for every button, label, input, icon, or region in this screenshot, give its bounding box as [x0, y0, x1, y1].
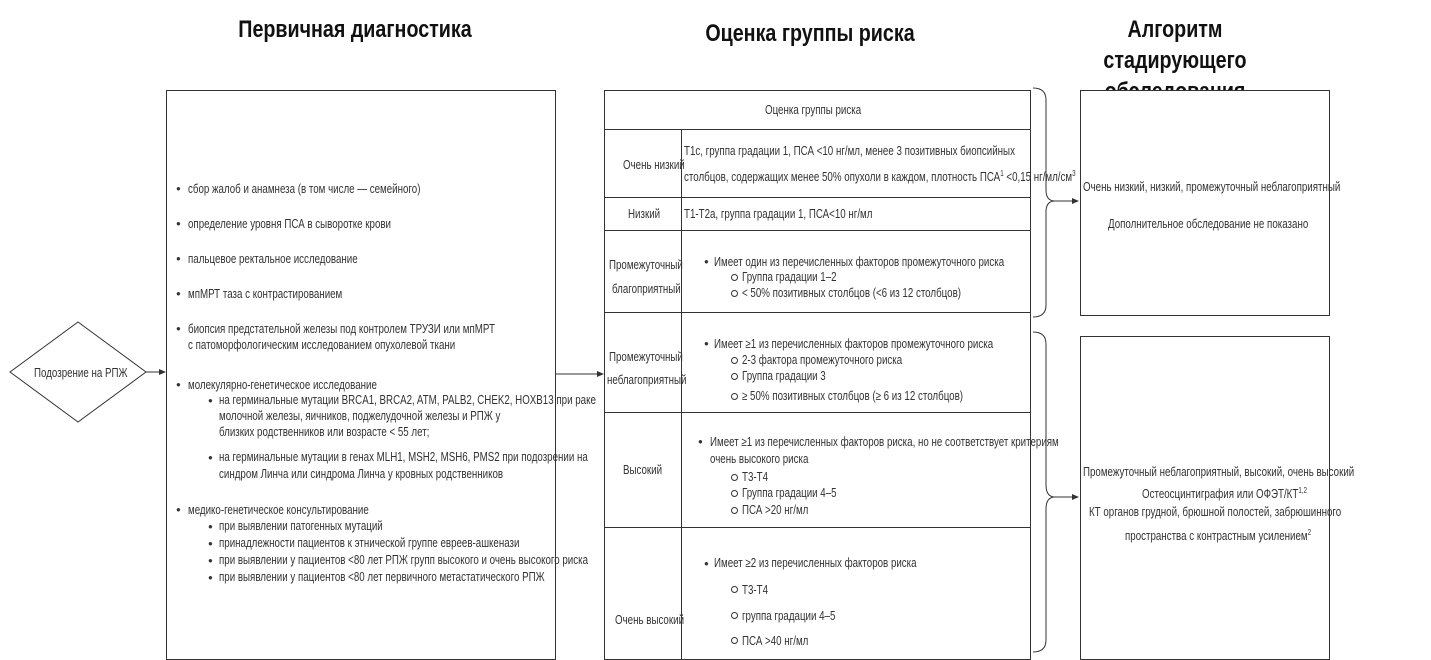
bullet-dot-small: ● [208, 556, 213, 565]
staging-box-1-groups: Очень низкий, низкий, промежуточный неблагоприятный [1083, 180, 1341, 194]
decision-label: Подозрение на РПЖ [34, 366, 128, 380]
very-high-factor: ПСА >40 нг/мл [742, 634, 809, 648]
primary-subitem: на герминальные мутации BRCA1, BRCA2, ATM, PALB2, CHEK2, HOXB13 при раке [219, 393, 596, 407]
primary-item: пальцевое ректальное исследование [188, 252, 358, 266]
arrowhead-primary [159, 369, 166, 375]
bullet-dot: ● [176, 184, 181, 193]
bullet-dot-small: ● [208, 453, 213, 462]
inter-unfav-factor: ≥ 50% позитивных столбцов (≥ 6 из 12 столбцов) [742, 389, 964, 403]
footnote-mark: 3 [1072, 169, 1076, 178]
high-main: Имеет ≥1 из перечисленных факторов риска, но не соответствует критериям [710, 435, 1059, 449]
row-label-intermediate-favorable: Промежуточный [609, 258, 683, 272]
inter-unfav-main: Имеет ≥1 из перечисленных факторов промежуточного риска [714, 337, 994, 351]
very-high-factor: группа градации 4–5 [742, 609, 836, 623]
staging-box-2-line1 [1142, 484, 1354, 501]
staging-box-1-text: Дополнительное обследование не показано [1108, 217, 1309, 231]
bullet-circle [731, 357, 738, 364]
risk-table-row-divider [604, 197, 1031, 198]
primary-subitem: на герминальные мутации в генах MLH1, MSH2, MSH6, PMS2 при подозрении на [219, 450, 588, 464]
very-high-factor: T3-T4 [742, 583, 769, 597]
staging-box-1 [1080, 90, 1330, 316]
inter-fav-main: Имеет один из перечисленных факторов промежуточного риска [714, 255, 1005, 269]
row-label-very-high: Очень высокий [615, 613, 685, 627]
high-main-continued: очень высокого риска [710, 452, 809, 466]
inter-unfav-factor: Группа градации 3 [742, 369, 826, 383]
bullet-circle [731, 393, 738, 400]
bullet-circle [731, 274, 738, 281]
bone-scan-text: Остеосцинтиграфия или ОФЭТ/КТ [1142, 487, 1299, 502]
arrowhead-staging-1 [1072, 198, 1079, 204]
bullet-dot: ● [704, 257, 709, 266]
bullet-dot: ● [176, 380, 181, 389]
arrowhead-risk [597, 371, 604, 377]
brace-lower [1033, 332, 1055, 652]
bullet-dot: ● [176, 219, 181, 228]
primary-subitem-continued: синдром Линча или синдрома Линча у кровных родственников [219, 467, 504, 481]
very-high-main: Имеет ≥2 из перечисленных факторов риска [714, 556, 917, 570]
primary-subitem: при выявлении у пациентов <80 лет первичного метастатического РПЖ [219, 570, 545, 584]
bullet-dot: ● [176, 254, 181, 263]
bullet-dot: ● [698, 437, 703, 446]
primary-subitem: при выявлении патогенных мутаций [219, 519, 383, 533]
brace-upper [1033, 88, 1055, 317]
ct-contrast-text: пространства с контрастным усилением [1125, 529, 1308, 544]
high-factor: T3-T4 [742, 470, 769, 484]
bullet-dot-small: ● [208, 522, 213, 531]
bullet-circle [731, 490, 738, 497]
bullet-dot-small: ● [208, 396, 213, 405]
bullet-circle [731, 507, 738, 514]
bullet-circle [731, 373, 738, 380]
row-label-intermediate-unfavorable-2: неблагоприятный [607, 373, 687, 387]
high-factor: ПСА >20 нг/мл [742, 503, 809, 517]
risk-table-row-divider [604, 312, 1031, 313]
bullet-dot: ● [176, 505, 181, 514]
risk-table-row-divider [604, 527, 1031, 528]
row-text-low: T1-T2a, группа градации 1, ПСА<10 нг/мл [684, 207, 873, 221]
primary-item: сбор жалоб и анамнеза (в том числе — семейного) [188, 182, 421, 196]
very-low-density-text: столбцов, содержащих менее 50% опухоли в каждом, плотность ПСА [684, 170, 1001, 185]
row-text-very-low: T1c, группа градации 1, ПСА <10 нг/мл, менее 3 позитивных биопсийных [684, 144, 1015, 158]
primary-subitem: при выявлении у пациентов <80 лет РПЖ групп высокого и очень высокого риска [219, 553, 589, 567]
risk-table-col-divider [681, 129, 682, 660]
primary-subitem-continued: молочной железы, яичников, поджелудочной железы и РПЖ у [219, 409, 501, 423]
row-label-low: Низкий [628, 207, 661, 221]
primary-item: биопсия предстательной железы под контролем ТРУЗИ или мпМРТ [188, 322, 495, 336]
row-label-very-low: Очень низкий [623, 158, 685, 172]
bullet-circle [731, 586, 738, 593]
risk-table-row-divider [604, 129, 1031, 130]
bullet-dot: ● [176, 324, 181, 333]
staging-box-2-groups: Промежуточный неблагоприятный, высокий, очень высокий [1083, 465, 1355, 479]
risk-table-header: Оценка группы риска [765, 103, 862, 117]
heading-risk-assessment: Оценка группы риска [705, 20, 915, 47]
high-factor: Группа градации 4–5 [742, 486, 837, 500]
primary-item: определение уровня ПСА в сыворотке крови [188, 217, 392, 231]
footnote-mark: 1,2 [1298, 486, 1307, 495]
bullet-dot-small: ● [208, 539, 213, 548]
very-low-density-value: <0,15 нг/мл/см [1003, 170, 1073, 185]
primary-item: мпМРТ таза с контрастированием [188, 287, 343, 301]
bullet-circle [731, 474, 738, 481]
primary-subitem: принадлежности пациентов к этнической группе евреев-ашкенази [219, 536, 520, 550]
row-label-intermediate-favorable-2: благоприятный [612, 282, 681, 296]
primary-item-continued: с патоморфологическим исследованием опухолевой ткани [188, 338, 456, 352]
bullet-circle [731, 290, 738, 297]
bullet-circle [731, 637, 738, 644]
row-label-high: Высокий [623, 463, 663, 477]
heading-primary-diagnostics: Первичная диагностика [238, 16, 472, 43]
staging-box-2-line2: КТ органов грудной, брюшной полостей, забрюшинного [1089, 505, 1342, 519]
heading-staging-line1: Алгоритм стадирующего [1103, 16, 1247, 74]
arrowhead-staging-2 [1072, 494, 1079, 500]
primary-subitem-continued: близких родственников или возрасте < 55 лет; [219, 425, 430, 439]
primary-item: медико-генетическое консультирование [188, 503, 369, 517]
risk-table-row-divider [604, 230, 1031, 231]
bullet-dot: ● [704, 339, 709, 348]
inter-unfav-factor: 2-3 фактора промежуточного риска [742, 353, 903, 367]
inter-fav-factor: < 50% позитивных столбцов (<6 из 12 столбцов) [742, 286, 961, 300]
row-label-intermediate-unfavorable: Промежуточный [609, 350, 683, 364]
primary-item: молекулярно-генетическое исследование [188, 378, 377, 392]
footnote-mark: 1 [1000, 169, 1004, 178]
inter-fav-factor: Группа градации 1–2 [742, 270, 837, 284]
bullet-dot-small: ● [208, 573, 213, 582]
bullet-circle [731, 612, 738, 619]
risk-table-row-divider [604, 412, 1031, 413]
footnote-mark: 2 [1307, 528, 1312, 537]
bullet-dot: ● [704, 559, 709, 568]
staging-box-2-line3 [1125, 526, 1364, 543]
bullet-dot: ● [176, 289, 181, 298]
